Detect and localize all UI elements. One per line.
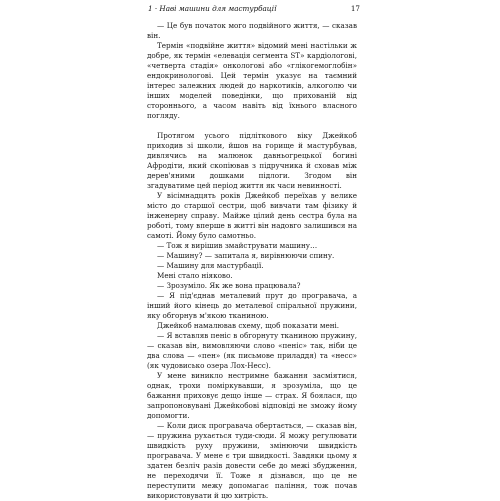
paragraph: — Це був початок мого подвійного життя, — сказав він. [147,21,357,40]
running-head [148,4,360,13]
paragraph: У вісімнадцять років Джейкоб переїхав у велике місто до старшої сестри, щоб вивчати там фізику й інженерну справу. Майже цілий день сестра була на роботі, тому вперше в житті він надовго залишився на самоті. Йому було самотньо. [147,191,357,240]
paragraph: Мені стало ніяково. [157,271,233,280]
dialogue-line: — Машину для мастурбації. [157,261,264,270]
dialogue-line: — Зрозуміло. Як же вона працювала? [157,281,301,290]
body-text [147,21,357,501]
dialogue-line: — Тож я вирішив змайструвати машину… [157,241,318,250]
dialogue-line: — Коли диск програвача обертається, — сказав він, — пружина рухається туди-сюди. Я можу регулювати швидкість руху пружини, змінюючи швидкість програвача. У мене є три швидкості. Завдяки цьому я здатен безліч разів довести себе до межі збудження, не переходячи її. Тоже я дізнався, що це не переступити межу допомагає паління, тож почав використовувати й цю хитрість. [147,421,357,500]
paragraph: Протягом усього підліткового віку Джейкоб приходив зі школи, йшов на горище й мастурбував, дивлячись на малюнок давньогрецької богині Афродіти, який скопіював з підручника й сховав між дерев'яними дошками підлоги. Згодом він згадуватиме цей період життя як часи невинності. [147,131,357,190]
dialogue-line: — Машину? — запитала я, вирівнюючи спину. [157,251,335,260]
dialogue-line: — Я вставляв пеніс в обгорнуту тканиною пружину, — сказав він, вимовляючи слово «пеніс» так, ніби це два слова — «пен» (як письмове приладдя) та «несс» (як чудовисько озера Лох-Несс). [147,331,357,370]
paragraph: У мене виникло нестримне бажання засміятися, однак, трохи поміркувавши, я зрозуміла, що це бажання приховує дещо інше — страх. Я боялася, що запропоновувані Джейкобові відповіді не зможу йому допомогти. [147,371,357,420]
dialogue-line: — Я під'єднав металевий прут до програвача, а інший його кінець до металевої спіральної пружини, яку обгорнув м'якою тканиною. [147,291,357,320]
chapter-title: 1 · Наві машини для мастурбації [148,4,277,13]
paragraph: Термін «подвійне життя» відомий мені настільки ж добре, як термін «елевація сегмента ST» кардіологові, «четверта стадія» онкологові або «глікогемоглобін» ендокринологові. Цей термін указує на таємний інтерес залежних людей до наркотиків, алкоголю чи інших моделей поведінки, що прихованій від стороннього, а часом навіть від їхнього власного погляду. [147,41,357,120]
paragraph: Джейкоб намалював схему, щоб показати мені. [157,321,340,330]
page-number: 17 [350,4,360,13]
